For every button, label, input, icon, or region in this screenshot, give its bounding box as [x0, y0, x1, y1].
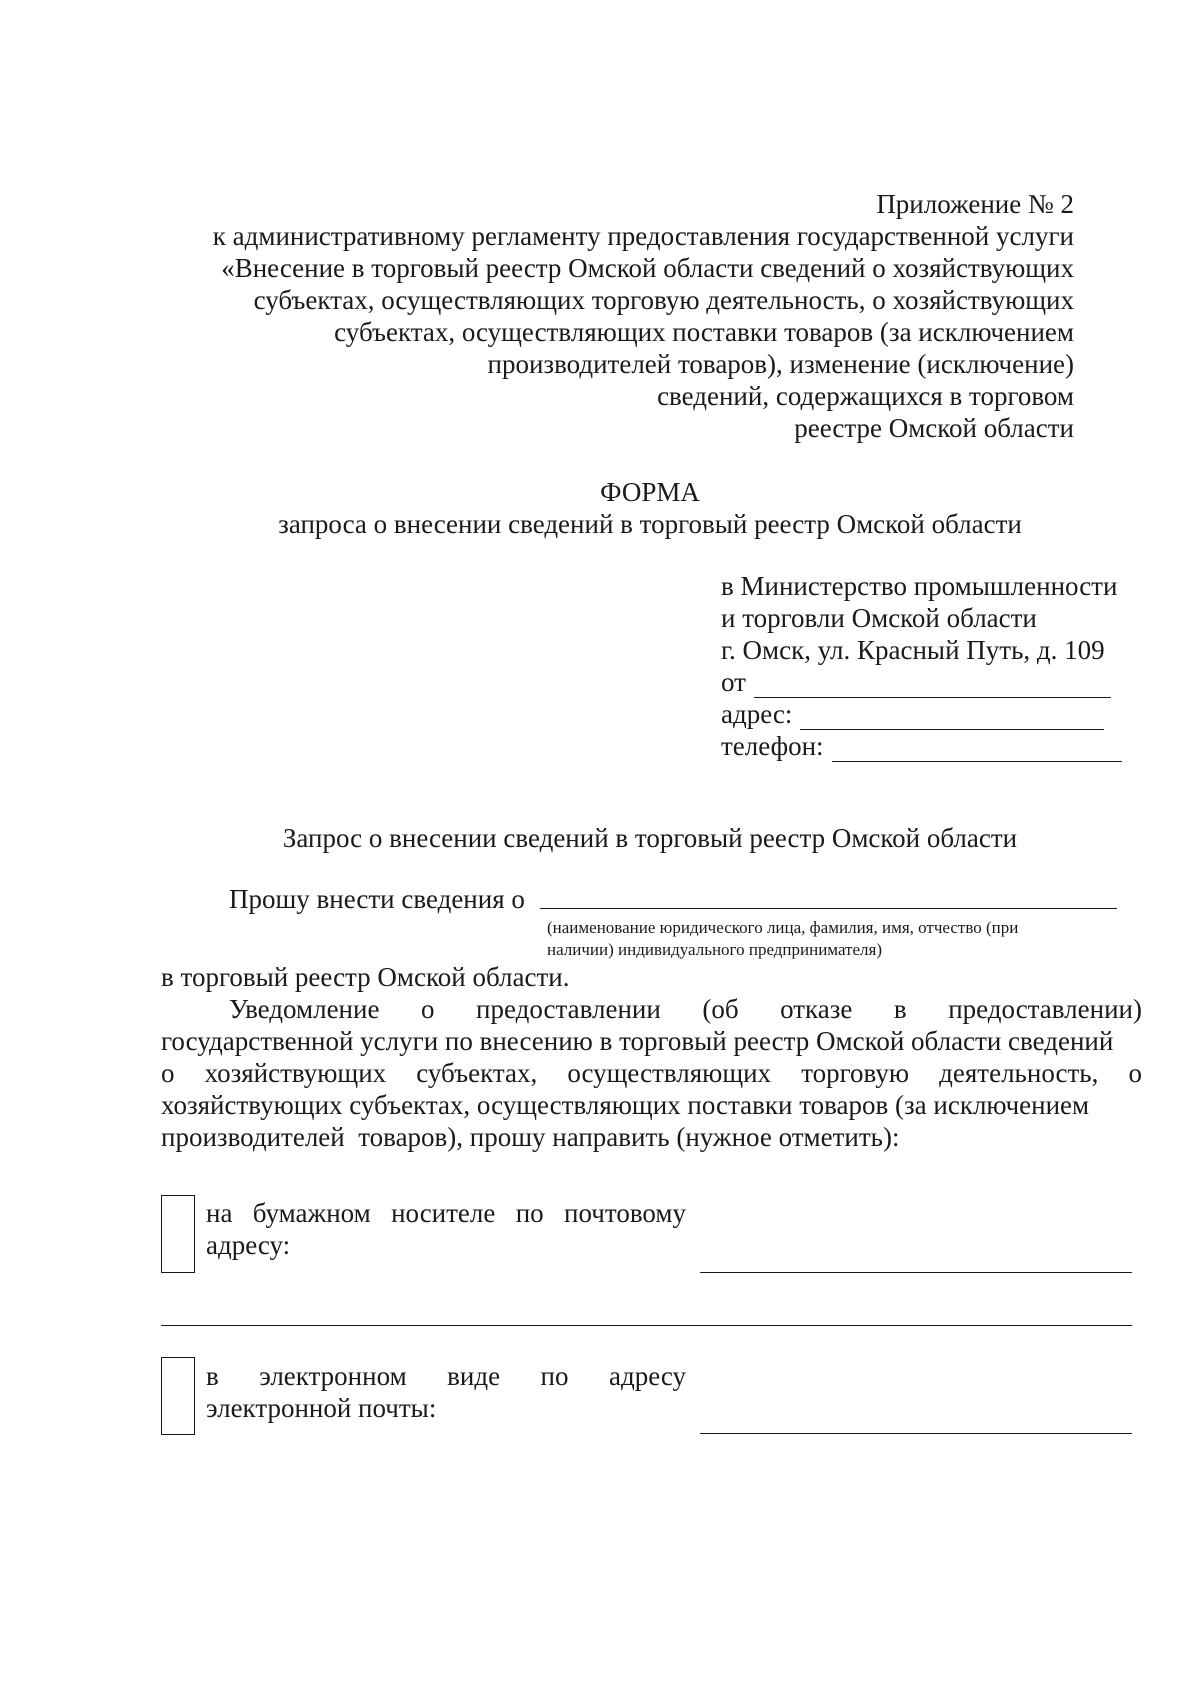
request-tail: в торговый реестр Омской области.	[161, 962, 570, 992]
word: по	[515, 1198, 544, 1228]
request-lead: Прошу внести сведения о	[229, 884, 525, 914]
phone-field[interactable]	[832, 735, 1122, 762]
word: носителе	[391, 1198, 496, 1228]
notice-paragraph	[161, 993, 1142, 1153]
notice-line-5: производителей товаров), прошу направить (нужное отметить):	[161, 1122, 900, 1152]
word: осуществляющих	[567, 1058, 772, 1088]
appendix-line: производителей товаров), изменение (исключение)	[487, 349, 1074, 379]
from-field[interactable]	[754, 671, 1111, 698]
paper-delivery-label	[206, 1197, 686, 1261]
recipient-line: г. Омск, ул. Красный Путь, д. 109	[721, 635, 1105, 665]
phone-row	[721, 730, 1122, 762]
paper-label-line: адресу:	[206, 1230, 291, 1260]
appendix-line: к административному регламенту предоставления государственной услуги	[212, 221, 1074, 251]
postal-address-field-2[interactable]	[161, 1325, 1132, 1326]
form-title: ФОРМА	[600, 477, 700, 507]
entity-name-hint: наличии) индивидуального предпринимателя)	[547, 940, 882, 959]
appendix-line: «Внесение в торговый реестр Омской области сведений о хозяйствующих	[221, 253, 1074, 283]
appendix-number: Приложение № 2	[876, 189, 1074, 219]
word: электронном	[259, 1361, 407, 1391]
word: почтовому	[564, 1198, 686, 1228]
email-label-line: электронной почты:	[206, 1393, 437, 1423]
request-title: Запрос о внесении сведений в торговый реестр Омской области	[282, 823, 1018, 853]
email-delivery-checkbox[interactable]	[161, 1357, 195, 1435]
appendix-line: реестре Омской области	[794, 413, 1074, 443]
form-subtitle: запроса о внесении сведений в торговый реестр Омской области	[278, 509, 1022, 539]
appendix-line: субъектах, осуществляющих поставки товаров (за исключением	[334, 317, 1074, 347]
recipient-line: и торговли Омской области	[721, 603, 1037, 633]
word: о	[161, 1058, 175, 1088]
notice-line-1	[161, 993, 1142, 1025]
word: деятельность,	[939, 1058, 1099, 1088]
address-field[interactable]	[800, 703, 1104, 730]
address-row	[721, 698, 1122, 730]
address-label: адрес:	[721, 699, 793, 729]
word: в	[206, 1361, 219, 1391]
recipient-line: в Министерство промышленности	[721, 571, 1118, 601]
notice-line-3	[161, 1057, 1142, 1089]
word: торговую	[801, 1058, 910, 1088]
word: о	[420, 994, 435, 1024]
word: на	[206, 1198, 233, 1228]
email-label-line	[206, 1360, 686, 1392]
word: субъектах,	[416, 1058, 538, 1088]
notice-line-2: государственной услуги по внесению в торговый реестр Омской области сведений	[161, 1026, 1114, 1056]
word: по	[540, 1361, 569, 1391]
email-address-field[interactable]	[700, 1433, 1132, 1434]
word: (об	[702, 994, 739, 1024]
entity-name-hint: (наименование юридического лица, фамилия, имя, отчество (при	[547, 918, 1019, 937]
notice-line-4: хозяйствующих субъектах, осуществляющих поставки товаров (за исключением	[161, 1090, 1090, 1120]
appendix-line: субъектах, осуществляющих торговую деятельность, о хозяйствующих	[253, 285, 1074, 315]
paper-label-line	[206, 1197, 686, 1229]
from-label: от	[721, 667, 746, 697]
recipient-block	[721, 570, 1122, 762]
word: виде	[447, 1361, 501, 1391]
word: отказе	[780, 994, 853, 1024]
appendix-header	[213, 188, 1074, 444]
appendix-line: сведений, содержащихся в торговом	[657, 381, 1074, 411]
word: предоставлении)	[948, 994, 1142, 1024]
phone-label: телефон:	[721, 731, 824, 761]
entity-name-field[interactable]	[540, 908, 1117, 909]
word: в	[893, 994, 907, 1024]
from-row	[721, 666, 1122, 698]
word: адресу	[608, 1361, 686, 1391]
word: о	[1128, 1058, 1142, 1088]
email-delivery-label	[206, 1360, 686, 1424]
postal-address-field[interactable]	[700, 1272, 1132, 1273]
word: Уведомление	[229, 994, 380, 1024]
word: хозяйствующих	[204, 1058, 387, 1088]
word: предоставлении	[476, 994, 661, 1024]
paper-delivery-checkbox[interactable]	[161, 1195, 195, 1273]
word: бумажном	[252, 1198, 371, 1228]
